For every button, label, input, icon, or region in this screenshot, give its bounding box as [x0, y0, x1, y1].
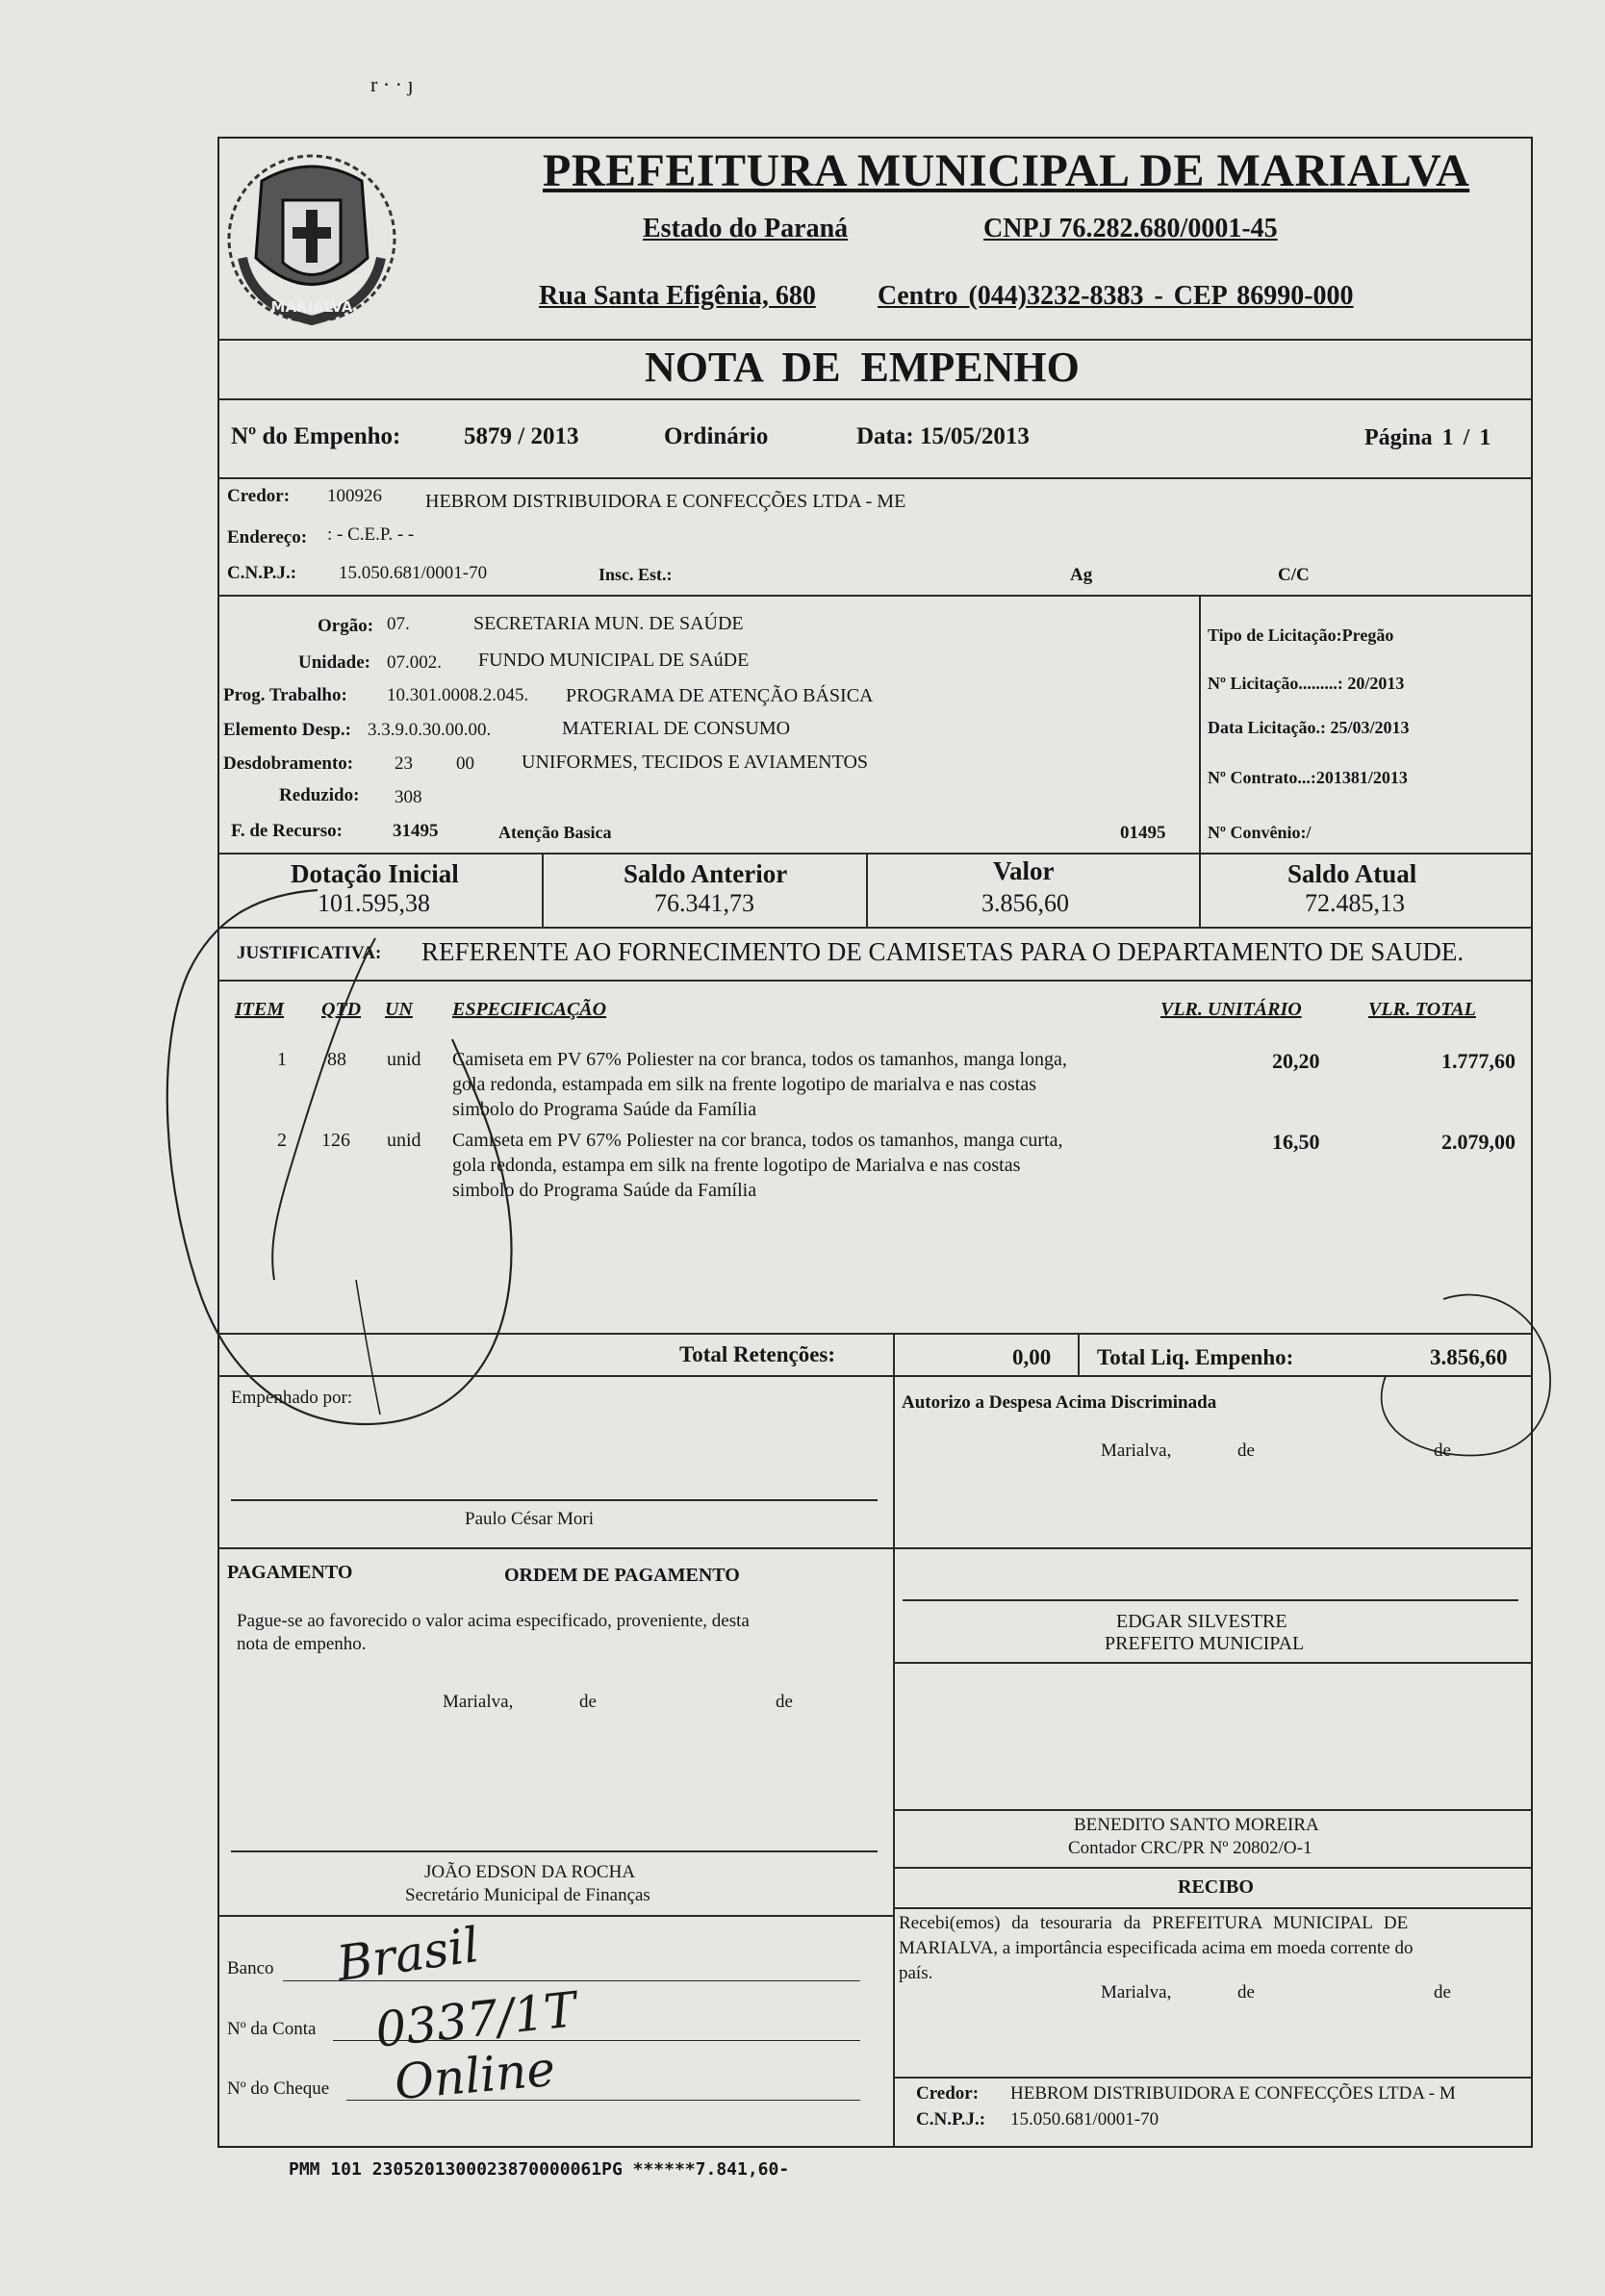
prefeito-name: EDGAR SILVESTRE: [1116, 1611, 1287, 1632]
ordem-label: ORDEM DE PAGAMENTO: [504, 1565, 740, 1586]
item-desc-line3: simbolo do Programa Saúde da Família: [452, 1099, 757, 1120]
item-unit-value: 20,20: [1272, 1049, 1320, 1073]
recurso-code: 31495: [393, 821, 439, 841]
empenho-type: Ordinário: [664, 423, 769, 449]
licitacao-data: Data Licitação.: 25/03/2013: [1208, 718, 1410, 737]
secretario-name: JOÃO EDSON DA ROCHA: [424, 1862, 636, 1882]
orgao-code: 07.: [387, 614, 410, 634]
recibo-credor-label: Credor:: [916, 2083, 980, 2104]
autorizo-text: Autorizo a Despesa Acima Discriminada: [902, 1392, 1217, 1413]
saldo-anterior-value: 76.341,73: [654, 889, 754, 917]
reduzido-code: 308: [395, 787, 422, 807]
state-name: Estado do Paraná: [643, 214, 849, 243]
item-qtd: 126: [321, 1130, 350, 1151]
col-unitario: VLR. UNITÁRIO: [1160, 999, 1302, 1020]
valor-value: 3.856,60: [981, 889, 1069, 917]
document-title: NOTA DE EMPENHO: [645, 344, 1080, 391]
justificativa-text: REFERENTE AO FORNECIMENTO DE CAMISETAS PARA O DEPARTAMENTO DE SAUDE.: [421, 937, 1465, 966]
pague-de2: de: [776, 1692, 793, 1712]
autorizo-de2: de: [1434, 1441, 1451, 1461]
recibo-de2: de: [1434, 1982, 1451, 2003]
item-total-value: 2.079,00: [1441, 1130, 1516, 1154]
endereco-value: : - C.E.P. - -: [327, 524, 415, 545]
retencoes-value: 0,00: [1012, 1345, 1052, 1369]
unidade-code: 07.002.: [387, 652, 442, 673]
autorizo-de1: de: [1237, 1441, 1255, 1461]
city-contact: Centro (044)3232-8383 - CEP 86990-000: [878, 281, 1354, 311]
liquido-label: Total Liq. Empenho:: [1097, 1345, 1294, 1369]
conta-label: Nº da Conta: [227, 2019, 317, 2039]
pague-text-line1: Pague-se ao favorecido o valor acima especificado, proveniente, desta: [237, 1611, 750, 1631]
item-desc-line1: Camiseta em PV 67% Poliester na cor branca, todos os tamanhos, manga curta,: [452, 1130, 1063, 1151]
cheque-label: Nº do Cheque: [227, 2079, 330, 2099]
city-cnpj: CNPJ 76.282.680/0001-45: [983, 214, 1278, 243]
recurso-label: F. de Recurso:: [231, 821, 343, 841]
recurso-code2: 01495: [1120, 823, 1166, 843]
item-desc-line2: gola redonda, estampada em silk na frente logotipo de marialva e nas costas: [452, 1074, 1037, 1095]
retencoes-label: Total Retenções:: [679, 1342, 836, 1366]
empenhado-name: Paulo César Mori: [465, 1509, 595, 1529]
prog-label: Prog. Trabalho:: [223, 685, 347, 705]
valor-label: Valor: [993, 856, 1055, 885]
cheque-handwritten: Online: [392, 2040, 558, 2111]
endereco-label: Endereço:: [227, 527, 308, 548]
licitacao-numero: Nº Licitação.........: 20/2013: [1208, 674, 1405, 693]
saldo-atual-label: Saldo Atual: [1287, 859, 1417, 888]
recibo-city: Marialva,: [1101, 1982, 1172, 2003]
recibo-line1: Recebi(emos) da tesouraria da PREFEITURA MUNICIPAL DE: [899, 1913, 1409, 1933]
reduzido-label: Reduzido:: [279, 785, 360, 805]
prefeito-title: PREFEITO MUNICIPAL: [1105, 1633, 1305, 1654]
dotacao-label: Dotação Inicial: [291, 859, 459, 888]
scan-marks: r · · ȷ: [370, 72, 414, 96]
justificativa-label: JUSTIFICATIVA:: [237, 943, 382, 963]
pague-text-line2: nota de empenho.: [237, 1634, 367, 1654]
banco-label: Banco: [227, 1958, 274, 1978]
orgao-name: SECRETARIA MUN. DE SAÚDE: [473, 613, 744, 634]
elem-label: Elemento Desp.:: [223, 720, 351, 740]
credor-label: Credor:: [227, 486, 291, 506]
crest-lettering: MARIALVA: [270, 298, 353, 316]
item-qtd: 88: [327, 1049, 346, 1070]
city-address: Rua Santa Efigênia, 680: [539, 281, 816, 311]
prog-code: 10.301.0008.2.045.: [387, 685, 529, 705]
recibo-title: RECIBO: [1178, 1876, 1254, 1898]
saldo-atual-value: 72.485,13: [1305, 889, 1405, 917]
unidade-name: FUNDO MUNICIPAL DE SAúDE: [478, 650, 750, 671]
col-item: ITEM: [235, 999, 285, 1020]
convenio-numero: Nº Convênio:/: [1208, 823, 1312, 842]
cc-label: C/C: [1278, 565, 1310, 585]
credor-cnpj: 15.050.681/0001-70: [339, 563, 488, 583]
recibo-line3: país.: [899, 1963, 933, 1983]
col-total: VLR. TOTAL: [1368, 999, 1476, 1020]
item-desc-line3: simbolo do Programa Saúde da Família: [452, 1180, 757, 1201]
desd-name: UNIFORMES, TECIDOS E AVIAMENTOS: [522, 752, 869, 773]
empenhado-label: Empenhado por:: [231, 1388, 353, 1408]
col-especificacao: ESPECIFICAÇÃO: [452, 999, 607, 1020]
banco-handwritten: Brasil: [333, 1916, 483, 1993]
desd-code: 23: [395, 753, 413, 774]
saldo-anterior-label: Saldo Anterior: [624, 859, 788, 888]
recibo-credor-name: HEBROM DISTRIBUIDORA E CONFECÇÕES LTDA - M: [1010, 2083, 1456, 2104]
pague-de1: de: [579, 1692, 597, 1712]
item-un: unid: [387, 1130, 421, 1151]
recibo-cnpj-label: C.N.P.J.:: [916, 2109, 986, 2130]
item-unit-value: 16,50: [1272, 1130, 1320, 1154]
item-total-value: 1.777,60: [1441, 1049, 1516, 1073]
elem-code: 3.3.9.0.30.00.00.: [368, 720, 492, 740]
recibo-cnpj: 15.050.681/0001-70: [1010, 2109, 1159, 2130]
credor-name: HEBROM DISTRIBUIDORA E CONFECÇÕES LTDA - ME: [425, 491, 906, 512]
empenho-number: 5879 / 2013: [464, 423, 579, 449]
city-title: PREFEITURA MUNICIPAL DE MARIALVA: [543, 145, 1470, 196]
pague-city: Marialva,: [443, 1692, 514, 1712]
recibo-line2: MARIALVA, a importância especificada acima em moeda corrente do: [899, 1938, 1414, 1958]
item-un: unid: [387, 1049, 421, 1070]
orgao-label: Orgão:: [318, 616, 374, 636]
empenho-date: Data: 15/05/2013: [856, 423, 1030, 449]
recibo-de1: de: [1237, 1982, 1255, 2003]
cnpj-label: C.N.P.J.:: [227, 563, 297, 583]
elem-name: MATERIAL DE CONSUMO: [562, 718, 791, 739]
pagamento-label: PAGAMENTO: [227, 1562, 353, 1583]
recurso-name: Atenção Basica: [498, 823, 612, 842]
unidade-label: Unidade:: [298, 652, 370, 673]
desd-label: Desdobramento:: [223, 753, 354, 774]
liquido-value: 3.856,60: [1430, 1345, 1508, 1369]
dotacao-value: 101.595,38: [318, 889, 430, 917]
col-qtd: QTD: [321, 999, 362, 1020]
secretario-title: Secretário Municipal de Finanças: [405, 1885, 650, 1905]
col-un: UN: [385, 999, 413, 1020]
empenho-label: Nº do Empenho:: [231, 423, 401, 449]
footer-code: PMM 101 2305201300023870000061PG ******7.841,60-: [289, 2159, 790, 2180]
prog-name: PROGRAMA DE ATENÇÃO BÁSICA: [566, 685, 874, 706]
item-desc-line2: gola redonda, estampa em silk na frente logotipo de Marialva e nas costas: [452, 1155, 1021, 1176]
item-number: 1: [277, 1049, 287, 1070]
contador-crc: Contador CRC/PR Nº 20802/O-1: [1068, 1838, 1312, 1858]
ag-label: Ag: [1070, 565, 1093, 585]
item-desc-line1: Camiseta em PV 67% Poliester na cor branca, todos os tamanhos, manga longa,: [452, 1049, 1067, 1070]
credor-code: 100926: [327, 486, 382, 506]
autorizo-city: Marialva,: [1101, 1441, 1172, 1461]
desd-sub: 00: [456, 753, 474, 774]
contador-name: BENEDITO SANTO MOREIRA: [1074, 1815, 1319, 1835]
insc-label: Insc. Est.:: [599, 565, 673, 584]
licitacao-tipo: Tipo de Licitação:Pregão: [1208, 625, 1394, 645]
page-number: Página 1 / 1: [1364, 425, 1491, 450]
conta-handwritten: 0337/1T: [372, 1981, 579, 2058]
item-number: 2: [277, 1130, 287, 1151]
contrato-numero: Nº Contrato...:201381/2013: [1208, 768, 1408, 787]
